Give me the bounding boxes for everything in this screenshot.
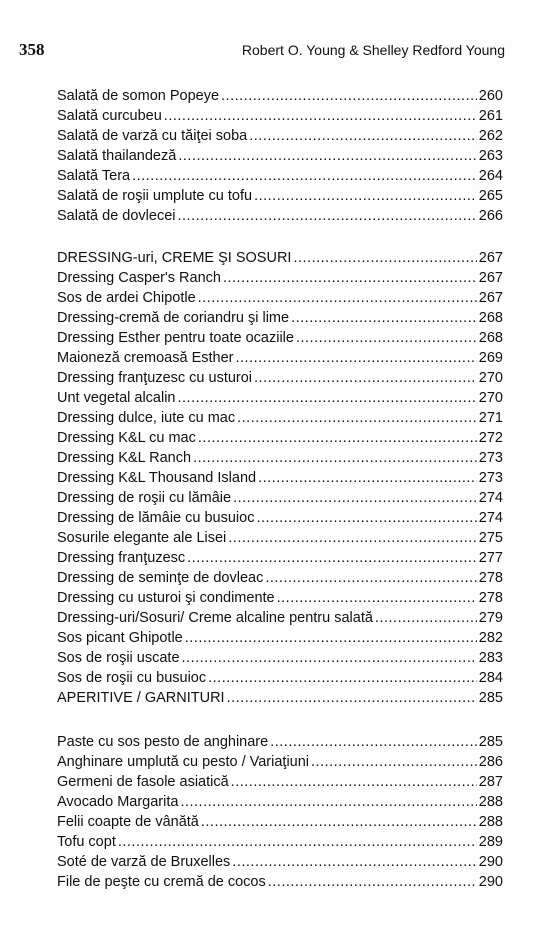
toc-leader-dots xyxy=(187,548,477,568)
toc-entry-page: 272 xyxy=(478,430,503,446)
toc-entry xyxy=(57,268,503,288)
toc-leader-dots xyxy=(291,308,477,328)
toc-entry-page: 284 xyxy=(478,670,503,686)
toc-entry-title: Dressing dulce, iute cu mac xyxy=(57,410,236,426)
page-number: 358 xyxy=(19,40,45,59)
toc-entry xyxy=(57,428,503,448)
toc-leader-dots xyxy=(164,106,477,126)
toc-leader-dots xyxy=(254,186,477,206)
toc-entry xyxy=(57,608,503,628)
toc-leader-dots xyxy=(232,852,477,872)
toc-entry xyxy=(57,368,503,388)
toc-entry-page: 279 xyxy=(478,610,503,626)
toc-entry-title: Felii coapte de vânătă xyxy=(57,814,199,830)
toc-entry xyxy=(57,568,503,588)
toc-entry-title: File de peşte cu cremă de cocos xyxy=(57,874,266,890)
toc-entry-title: Unt vegetal alcalin xyxy=(57,390,176,406)
toc-leader-dots xyxy=(265,568,476,588)
toc-entry xyxy=(57,166,503,186)
toc-entry-page: 261 xyxy=(478,108,503,124)
toc-entry-title: Salată de varză cu tăiţei soba xyxy=(57,128,248,144)
toc-leader-dots xyxy=(236,348,477,368)
toc-leader-dots xyxy=(237,408,477,428)
toc-entry xyxy=(57,468,503,488)
toc-entry-page: 273 xyxy=(478,470,503,486)
toc-leader-dots xyxy=(233,488,477,508)
toc-entry xyxy=(57,408,503,428)
toc-entry-page: 265 xyxy=(478,188,503,204)
toc-entry-title: Dressing de seminţe de dovleac xyxy=(57,570,264,586)
toc-entry xyxy=(57,488,503,508)
toc-entry-title: Tofu copt xyxy=(57,834,116,850)
toc-entry xyxy=(57,186,503,206)
toc-leader-dots xyxy=(208,668,477,688)
toc-entry-title: Dressing cu usturoi şi condimente xyxy=(57,590,275,606)
toc-entry-page: 290 xyxy=(478,874,503,890)
toc-entry-page: 285 xyxy=(478,734,503,750)
toc-entry xyxy=(57,752,503,772)
toc-entry xyxy=(57,832,503,852)
toc-entry-page: 278 xyxy=(478,590,503,606)
toc-entry-title: Salată de dovlecei xyxy=(57,208,176,224)
toc-entry-title: Sosurile elegante ale Lisei xyxy=(57,530,227,546)
toc-leader-dots xyxy=(277,588,477,608)
running-head: Robert O. Young & Shelley Redford Young xyxy=(241,42,505,58)
toc-entry-title: Dressing franţuzesc cu usturoi xyxy=(57,370,253,386)
toc-entry-title: Avocado Margarita xyxy=(57,794,179,810)
toc-leader-dots xyxy=(258,468,477,488)
toc-entry-title: Salată de somon Popeye xyxy=(57,88,220,104)
toc-entry-title: Dressing K&L Ranch xyxy=(57,450,192,466)
toc-entry xyxy=(57,812,503,832)
toc-entry-page: 270 xyxy=(478,370,503,386)
toc-leader-dots xyxy=(178,146,476,166)
toc-entry-page: 282 xyxy=(478,630,503,646)
toc-entry-page: 268 xyxy=(478,330,503,346)
toc-leader-dots xyxy=(270,732,477,752)
toc-entry xyxy=(57,206,503,226)
toc-entry-title: Maioneză cremoasă Esther xyxy=(57,350,234,366)
toc-entry-title: Dressing Casper's Ranch xyxy=(57,270,221,286)
toc-entry-page: 271 xyxy=(478,410,503,426)
toc-entry xyxy=(57,288,503,308)
toc-leader-dots xyxy=(375,608,477,628)
toc-entry-page: 278 xyxy=(478,570,503,586)
toc-leader-dots xyxy=(198,428,477,448)
toc-entry-page: 268 xyxy=(478,310,503,326)
toc-entry-page: 260 xyxy=(478,88,503,104)
toc-entry-page: 290 xyxy=(478,854,503,870)
toc-entry-page: 273 xyxy=(478,450,503,466)
toc-entry-title: Paste cu sos pesto de anghinare xyxy=(57,734,269,750)
toc-entry-page: 264 xyxy=(478,168,503,184)
toc-leader-dots xyxy=(132,166,477,186)
toc-entry-title: Salată thailandeză xyxy=(57,148,177,164)
toc-entry xyxy=(57,648,503,668)
toc-leader-dots xyxy=(249,126,477,146)
toc-entry xyxy=(57,308,503,328)
toc-entry-page: 267 xyxy=(478,270,503,286)
toc-entry-page: 267 xyxy=(478,250,503,266)
toc-entry xyxy=(57,248,503,268)
toc-leader-dots xyxy=(268,872,477,892)
toc-leader-dots xyxy=(296,328,477,348)
toc-entry-page: 267 xyxy=(478,290,503,306)
toc-entry-page: 274 xyxy=(478,510,503,526)
toc-leader-dots xyxy=(182,648,477,668)
toc-entry-title: Salată curcubeu xyxy=(57,108,162,124)
toc-entry-page: 270 xyxy=(478,390,503,406)
toc-entry-title: Sos picant Ghipotle xyxy=(57,630,183,646)
toc-entry xyxy=(57,688,503,708)
toc-entry-page: 269 xyxy=(478,350,503,366)
toc-entry-title: Soté de varză de Bruxelles xyxy=(57,854,231,870)
toc-entry xyxy=(57,126,503,146)
toc-entry xyxy=(57,628,503,648)
toc-entry-page: 285 xyxy=(478,690,503,706)
toc-entry xyxy=(57,348,503,368)
toc-entry-title: Salată Tera xyxy=(57,168,131,184)
toc-leader-dots xyxy=(231,772,477,792)
toc-entry-title: Dressing de roşii cu lămâie xyxy=(57,490,232,506)
toc-leader-dots xyxy=(293,248,476,268)
toc-entry xyxy=(57,772,503,792)
toc-leader-dots xyxy=(221,86,477,106)
toc-leader-dots xyxy=(178,206,477,226)
toc-entry-title: APERITIVE / GARNITURI xyxy=(57,690,225,706)
toc-entry-page: 288 xyxy=(478,814,503,830)
toc-entry xyxy=(57,668,503,688)
toc-leader-dots xyxy=(118,832,477,852)
toc-entry xyxy=(57,548,503,568)
page-header xyxy=(19,40,505,62)
toc-entry xyxy=(57,388,503,408)
toc-entry-page: 287 xyxy=(478,774,503,790)
toc-entry xyxy=(57,106,503,126)
toc-leader-dots xyxy=(228,528,477,548)
toc-entry-page: 289 xyxy=(478,834,503,850)
toc-entry xyxy=(57,872,503,892)
toc-entry-title: Anghinare umplută cu pesto / Variaţiuni xyxy=(57,754,310,770)
toc-entry-page: 283 xyxy=(478,650,503,666)
toc-entry-page: 263 xyxy=(478,148,503,164)
toc-leader-dots xyxy=(223,268,477,288)
toc-entry-title: Dressing franţuzesc xyxy=(57,550,186,566)
toc-entry xyxy=(57,328,503,348)
toc-entry-page: 277 xyxy=(478,550,503,566)
toc-entry xyxy=(57,852,503,872)
toc-entry-title: DRESSING-uri, CREME ŞI SOSURI xyxy=(57,250,292,266)
toc-entry xyxy=(57,508,503,528)
toc-leader-dots xyxy=(201,812,477,832)
toc-entry xyxy=(57,528,503,548)
toc-entry-title: Sos de roşii cu busuioc xyxy=(57,670,207,686)
toc-entry xyxy=(57,146,503,166)
toc-entry-page: 266 xyxy=(478,208,503,224)
toc-entry xyxy=(57,792,503,812)
toc-leader-dots xyxy=(180,792,476,812)
toc-entry-title: Salată de roşii umplute cu tofu xyxy=(57,188,253,204)
toc-entry-title: Dressing Esther pentru toate ocaziile xyxy=(57,330,294,346)
toc-leader-dots xyxy=(254,368,477,388)
toc-leader-dots xyxy=(256,508,476,528)
toc-entry-title: Sos de ardei Chipotle xyxy=(57,290,196,306)
toc-entry-page: 288 xyxy=(478,794,503,810)
toc-entry-title: Germeni de fasole asiatică xyxy=(57,774,229,790)
toc-leader-dots xyxy=(198,288,477,308)
toc-leader-dots xyxy=(227,688,477,708)
toc-leader-dots xyxy=(178,388,477,408)
toc-leader-dots xyxy=(311,752,477,772)
toc-entry-page: 286 xyxy=(478,754,503,770)
toc-entry xyxy=(57,86,503,106)
toc-entry-page: 262 xyxy=(478,128,503,144)
toc-entry-title: Dressing K&L cu mac xyxy=(57,430,196,446)
toc-entry-title: Dressing de lămâie cu busuioc xyxy=(57,510,255,526)
toc-entry-title: Sos de roşii uscate xyxy=(57,650,180,666)
toc-entry-page: 275 xyxy=(478,530,503,546)
toc-entry-title: Dressing K&L Thousand Island xyxy=(57,470,257,486)
toc-entry xyxy=(57,588,503,608)
toc-entry xyxy=(57,448,503,468)
toc-entry-page: 274 xyxy=(478,490,503,506)
toc-leader-dots xyxy=(193,448,477,468)
toc-entry-title: Dressing-cremă de coriandru şi lime xyxy=(57,310,290,326)
toc-leader-dots xyxy=(185,628,477,648)
toc-entry xyxy=(57,732,503,752)
toc-entry-title: Dressing-uri/Sosuri/ Creme alcaline pentru salată xyxy=(57,610,373,626)
